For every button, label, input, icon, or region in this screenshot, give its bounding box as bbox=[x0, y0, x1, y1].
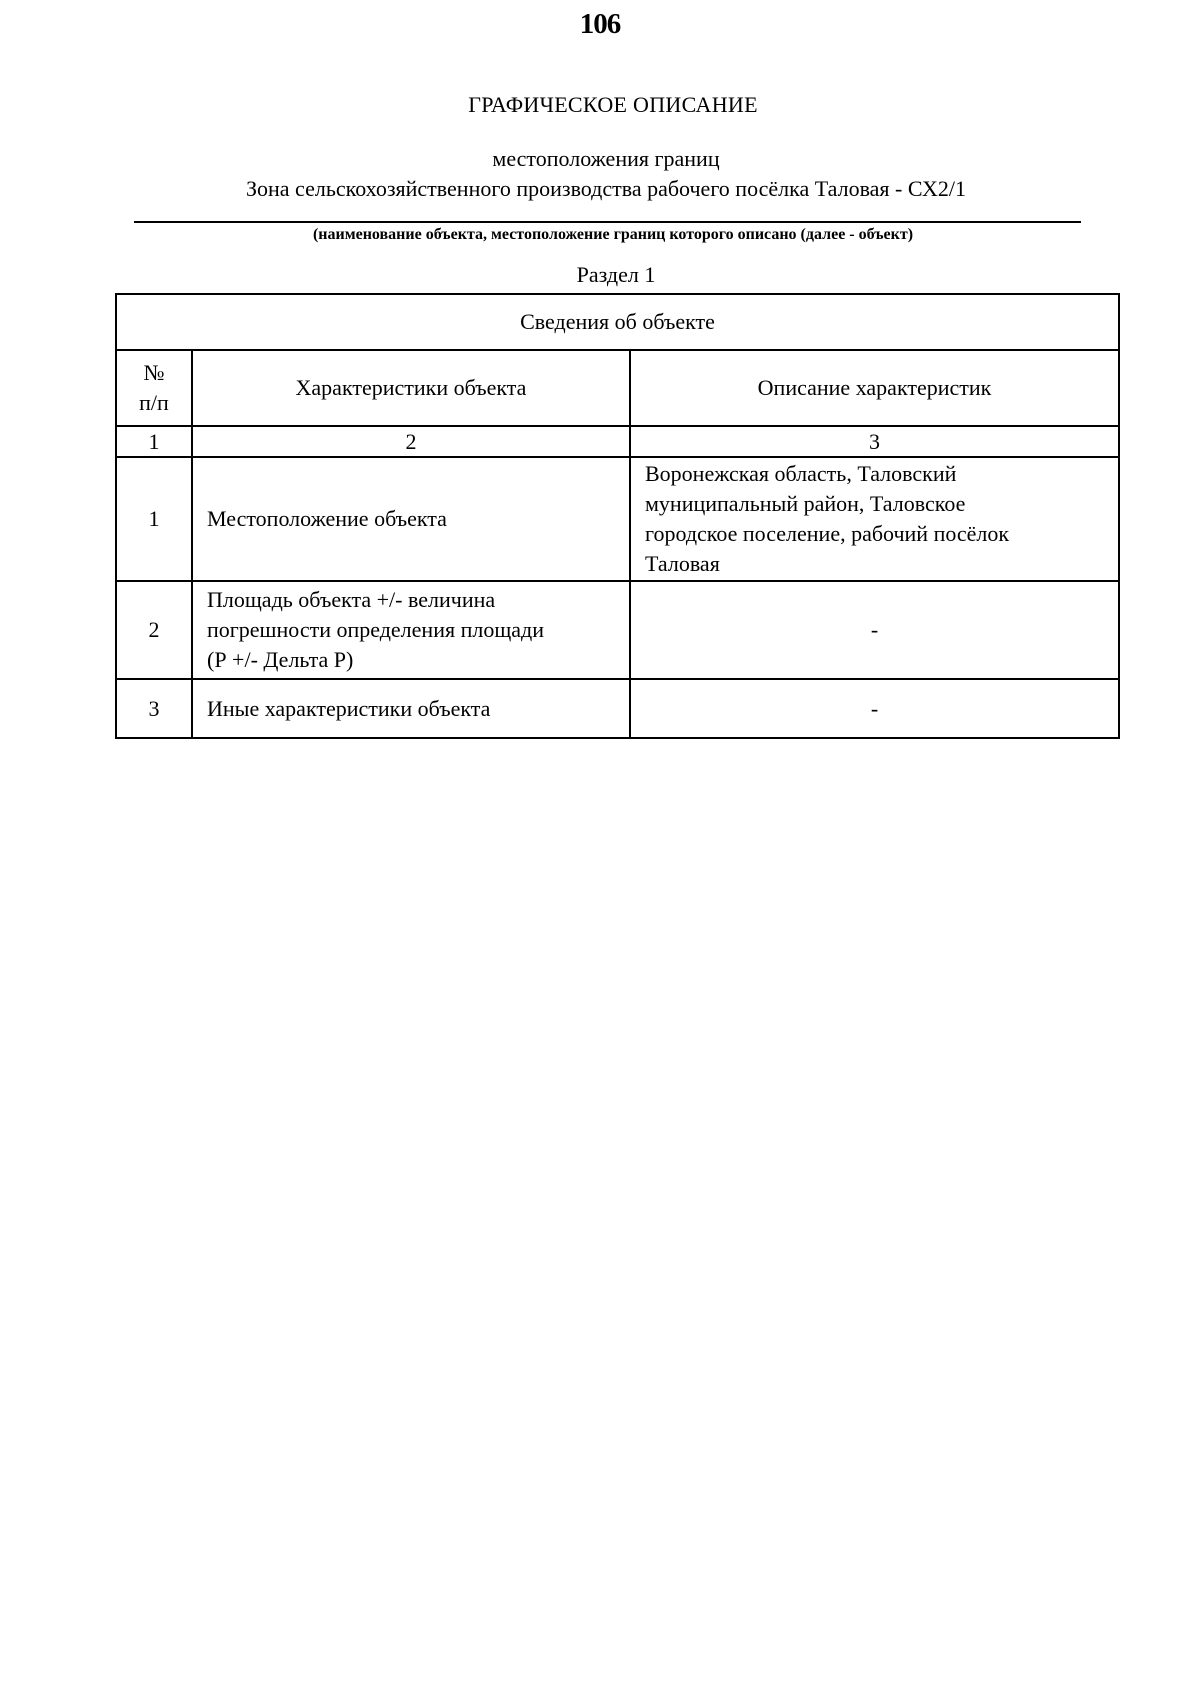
row-number: 3 bbox=[116, 679, 192, 738]
table-row bbox=[116, 679, 1119, 738]
row-characteristic-line: Местоположение объекта bbox=[207, 506, 447, 531]
column-number-1: 1 bbox=[116, 426, 192, 457]
document-title: ГРАФИЧЕСКОЕ ОПИСАНИЕ bbox=[468, 92, 758, 117]
row-description bbox=[630, 457, 1119, 581]
table-row bbox=[116, 457, 1119, 581]
row-characteristic-line: Площадь объекта +/- величина bbox=[207, 587, 496, 612]
column-number-2: 2 bbox=[192, 426, 630, 457]
row-description-line: муниципальный район, Таловское bbox=[645, 491, 966, 516]
row-characteristic bbox=[192, 679, 630, 738]
row-description bbox=[630, 581, 1119, 679]
object-name-caption: (наименование объекта, местоположение границ которого описано (далее - объект) bbox=[312, 226, 914, 243]
column-header-number-line-2: п/п bbox=[139, 390, 169, 415]
column-header-characteristic: Характеристики объекта bbox=[192, 350, 630, 426]
subtitle-line-1: местоположения границ bbox=[492, 146, 720, 171]
table-row bbox=[116, 581, 1119, 679]
row-description-line: - bbox=[870, 617, 879, 642]
row-description-line: Таловая bbox=[645, 551, 720, 576]
object-info-table bbox=[115, 293, 1120, 739]
subtitle-line-2: Зона сельскохозяйственного производства рабочего посёлка Таловая - СХ2/1 bbox=[246, 176, 966, 201]
table-column-number-row bbox=[116, 426, 1119, 457]
row-number: 2 bbox=[116, 581, 192, 679]
row-characteristic-line: (Р +/- Дельта Р) bbox=[207, 647, 354, 672]
column-header-number bbox=[116, 350, 192, 426]
table-column-header-row bbox=[116, 350, 1119, 426]
page-number: 106 bbox=[579, 8, 621, 40]
table-heading-row bbox=[116, 294, 1119, 350]
column-header-description: Описание характеристик bbox=[630, 350, 1119, 426]
row-description-line: городское поселение, рабочий посёлок bbox=[645, 521, 1010, 546]
object-name-underline bbox=[134, 221, 1081, 223]
section-label: Раздел 1 bbox=[576, 262, 656, 287]
row-description-line: Воронежская область, Таловский bbox=[645, 461, 957, 486]
table-heading: Сведения об объекте bbox=[116, 294, 1119, 350]
row-characteristic bbox=[192, 581, 630, 679]
row-description bbox=[630, 679, 1119, 738]
column-header-number-line-1: № bbox=[143, 360, 165, 385]
row-characteristic-line: погрешности определения площади bbox=[207, 617, 545, 642]
row-number: 1 bbox=[116, 457, 192, 581]
row-characteristic bbox=[192, 457, 630, 581]
row-characteristic-line: Иные характеристики объекта bbox=[207, 695, 491, 721]
row-description-line: - bbox=[870, 695, 879, 721]
column-number-3: 3 bbox=[630, 426, 1119, 457]
